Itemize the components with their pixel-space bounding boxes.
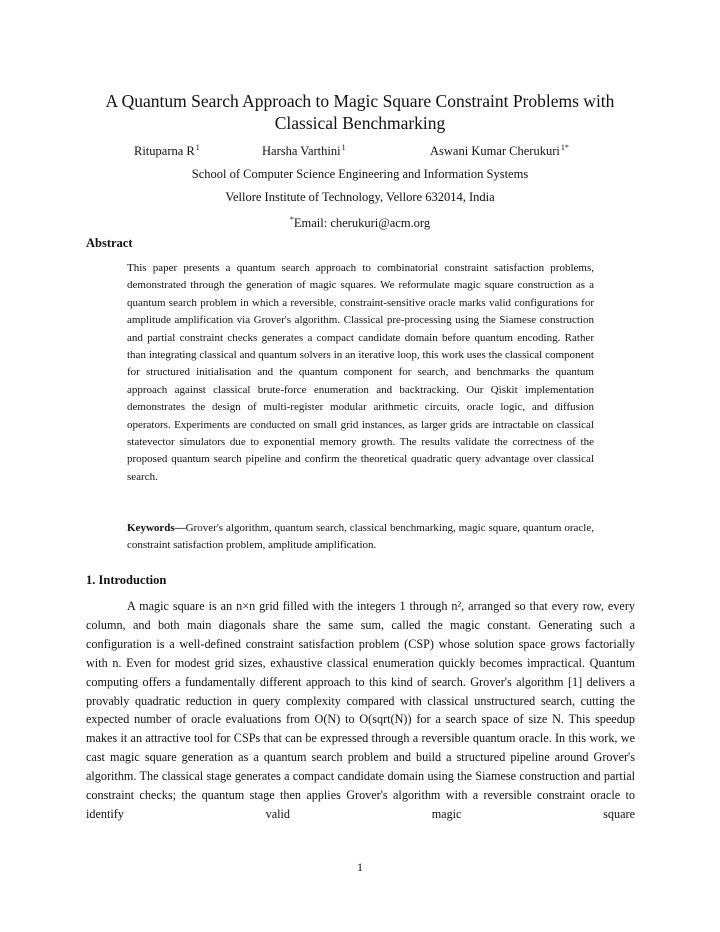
introduction-paragraph: A magic square is an n×n grid filled with the integers 1 through n², arranged so that every row, every column, and both main diagonals share the same sum, called the magic constant. Generating such a configuration is a well-defined constraint satisfaction problem (CSP) whose solution space grows factorially with n. Even for modest grid sizes, exhaustive classical enumeration quickly becomes impractical. Quantum computing offers a fundamentally different approach to this kind of search. Grover's algorithm [1] delivers a provably quadratic reduction in query complexity compared with classical unstructured search, cutting the expected number of oracle evaluations from O(N) to O(sqrt(N)) for a search space of size N. This speedup makes it an attractive tool for CSPs that can be expressed through a reversible quantum oracle. In this work, we cast magic square generation as a quantum search problem and build a structured pipeline around Grover's algorithm. The classical stage generates a compact candidate domain using the Siamese construction and partial constraint checks; the quantum stage then applies Grover's algorithm with a reversible constraint oracle to identify valid magic square xyxy=(86,599,635,821)
author-3: Aswani Kumar Cherukuri$^{1*}$ xyxy=(430,143,569,158)
abstract-body xyxy=(127,260,594,486)
abstract-heading: Abstract xyxy=(86,236,133,250)
keywords-label: Keywords— xyxy=(127,522,186,534)
abstract-text: This paper presents a quantum search approach to combinatorial constraint satisfaction problems, demonstrated through the generation of magic squares. We reformulate magic square construction as a quantum search problem in which a reversible, constraint-sensitive oracle marks valid configurations for amplitude amplification via Grover's algorithm. Classical pre-processing using the Siamese construction and partial constraint checks generates a compact candidate domain before quantum encoding. Rather than integrating classical and quantum solvers in an iterative loop, this work uses the classical component for structured initialisation and the quantum component for search, and benchmarks the quantum approach against classical brute-force enumeration and backtracking. Our Qiskit implementation demonstrates the design of multi-register modular arithmetic circuits, oracle logic, and diffusion operators. Experiments are conducted on small grid instances, as larger grids are intractable on classical statevector simulators due to exponential memory growth. The results validate the correctness of the proposed quantum search pipeline and confirm the theoretical quadratic query advantage over classical search. xyxy=(127,262,594,483)
section-heading-introduction: 1. Introduction xyxy=(86,573,167,587)
affiliation-institute: Vellore Institute of Technology, Vellore 632014, India xyxy=(225,190,495,204)
keywords-text: Grover's algorithm, quantum search, classical benchmarking, magic square, quantum oracle, constraint satisfaction problem, amplitude amplification. xyxy=(127,522,594,552)
author-list xyxy=(0,143,720,161)
paper-title: A Quantum Search Approach to Magic Square Constraint Problems with Classical Benchmarking xyxy=(105,91,615,133)
page-number: 1 xyxy=(357,860,363,874)
author-1: Rituparna $R^1$ xyxy=(134,143,200,158)
affiliation-school: School of Computer Science Engineering and Information Systems xyxy=(191,167,529,181)
author-2: Harsha Varthini$^1$ xyxy=(262,143,346,158)
keywords xyxy=(127,520,594,555)
corresponding-email: *Email: cherukuri@acm.org xyxy=(289,215,431,230)
